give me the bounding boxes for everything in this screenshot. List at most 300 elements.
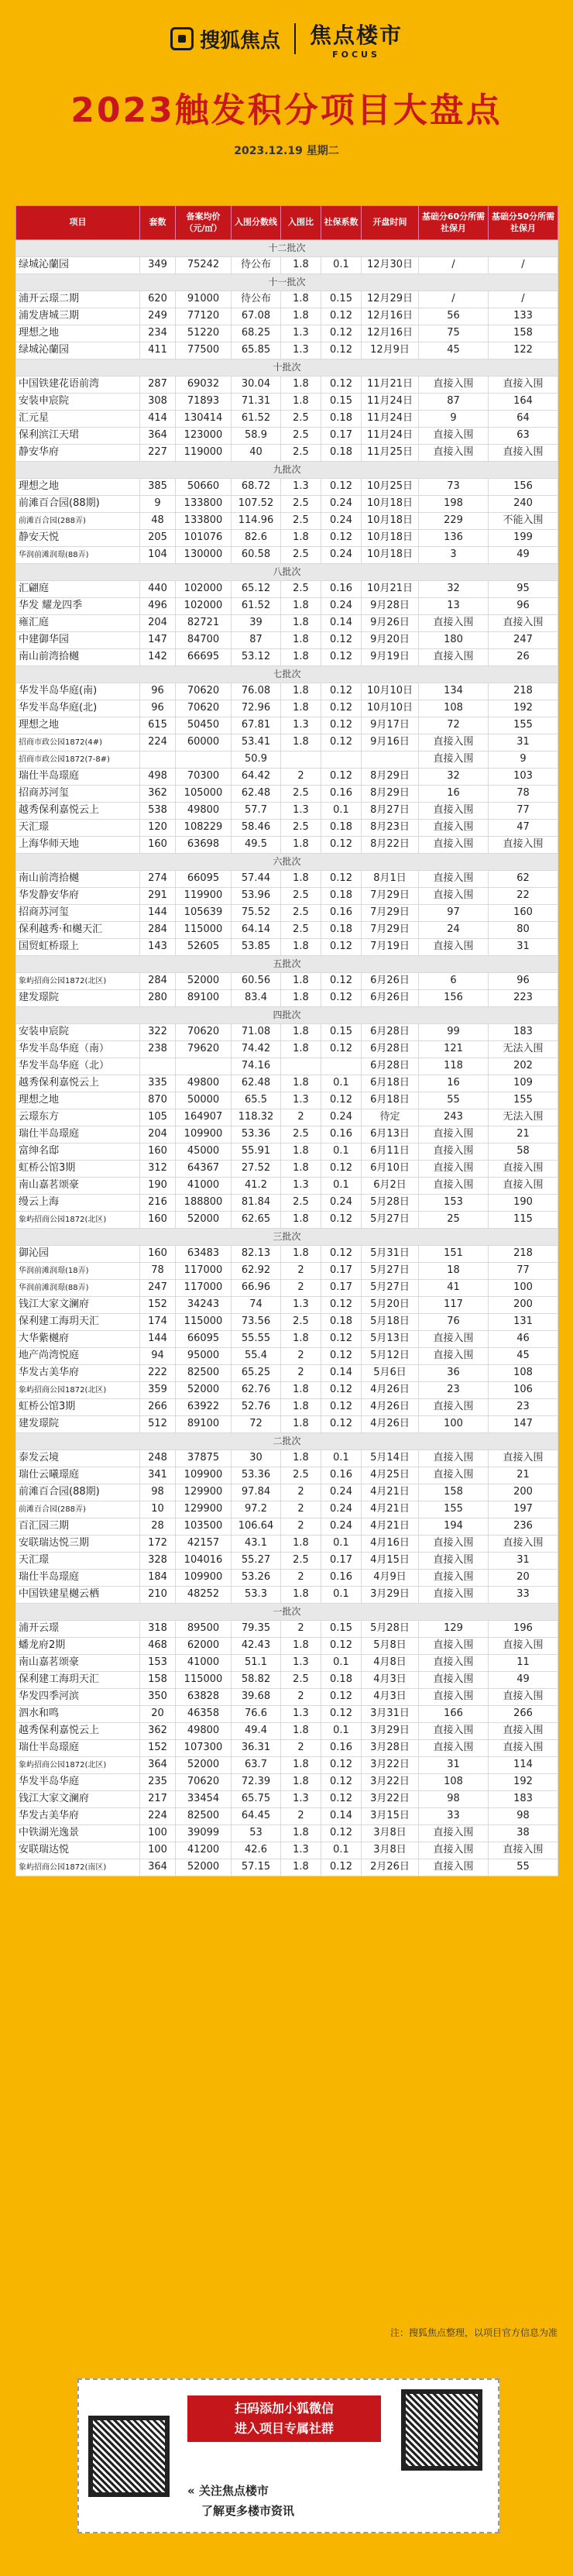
table-cell: 196 [489, 1621, 558, 1638]
table-cell: 0.12 [321, 939, 362, 956]
project-name-cell: 泰发云境 [16, 1450, 140, 1467]
table-cell: 23 [419, 1382, 489, 1399]
table-cell: 0.17 [321, 1263, 362, 1280]
table-cell: 5月28日 [362, 1621, 419, 1638]
footnote: 注：搜狐焦点整理，以项目官方信息为准 [389, 2327, 558, 2338]
table-cell: 2 [281, 1808, 321, 1825]
table-cell: 12月16日 [362, 308, 419, 325]
table-cell: 72 [419, 717, 489, 734]
table-cell: 5月13日 [362, 1331, 419, 1348]
table-cell: 0.15 [321, 291, 362, 308]
table-cell: 0.12 [321, 1041, 362, 1058]
table-cell: 224 [140, 1808, 176, 1825]
table-cell: 1.3 [281, 717, 321, 734]
table-cell: 60.58 [232, 547, 281, 564]
table-cell [362, 751, 419, 769]
table-cell: 55.4 [232, 1348, 281, 1365]
table-cell: 20 [140, 1706, 176, 1723]
table-cell: 7月29日 [362, 888, 419, 905]
project-name-cell: 安联瑞达悦三期 [16, 1536, 140, 1553]
table-cell: 2 [281, 1501, 321, 1518]
project-name-cell: 理想之地 [16, 479, 140, 496]
table-cell: 266 [489, 1706, 558, 1723]
project-name-cell: 华润前滩润璟(88弄) [16, 1280, 140, 1297]
table-cell: 直接入围 [419, 939, 489, 956]
table-cell: 496 [140, 598, 176, 615]
table-cell: 81.84 [232, 1195, 281, 1212]
table-cell: 53 [232, 1825, 281, 1842]
table-cell: 121 [419, 1041, 489, 1058]
table-cell: 160 [140, 1144, 176, 1161]
table-row [16, 1706, 558, 1723]
table-cell: 70620 [176, 1774, 232, 1791]
table-cell: 49 [489, 547, 558, 564]
table-cell: 62.48 [232, 786, 281, 803]
table-cell: 188800 [176, 1195, 232, 1212]
table-cell: 6月28日 [362, 1024, 419, 1041]
table-cell: 5月31日 [362, 1246, 419, 1263]
table-cell: 67.08 [232, 308, 281, 325]
project-name-cell: 建发璟院 [16, 990, 140, 1007]
batch-label: 二批次 [16, 1433, 558, 1450]
project-name-cell: 钱江大家文澜府 [16, 1791, 140, 1808]
table-cell: 223 [489, 990, 558, 1007]
table-row [16, 377, 558, 394]
table-cell: 95000 [176, 1348, 232, 1365]
table-cell: 1.3 [281, 479, 321, 496]
table-row [16, 411, 558, 428]
project-name-cell: 理想之地 [16, 1092, 140, 1109]
project-name-cell: 华发古美华府 [16, 1365, 140, 1382]
table-cell: / [419, 257, 489, 274]
table-cell: 0.16 [321, 581, 362, 598]
table-row [16, 445, 558, 462]
table-cell: 直接入围 [419, 837, 489, 854]
table-cell: 7月29日 [362, 922, 419, 939]
table-row [16, 1365, 558, 1382]
scan-banner [187, 2395, 381, 2442]
table-cell: 102000 [176, 581, 232, 598]
column-header: 备案均价（元/㎡） [176, 206, 232, 240]
table-cell: 4月15日 [362, 1553, 419, 1570]
table-cell: 227 [140, 445, 176, 462]
table-row [16, 1689, 558, 1706]
table-cell: 1.8 [281, 1024, 321, 1041]
table-cell: 77120 [176, 308, 232, 325]
table-cell: 1.8 [281, 1041, 321, 1058]
table-cell: 2 [281, 1280, 321, 1297]
project-name-cell: 瑞仕半岛璟庭 [16, 1570, 140, 1587]
table-row [16, 1723, 558, 1740]
table-cell: 10月10日 [362, 683, 419, 700]
table-cell: 12月30日 [362, 257, 419, 274]
table-cell: 190 [489, 1195, 558, 1212]
table-cell: 1.8 [281, 257, 321, 274]
project-name-cell: 前滩百合园(288弄) [16, 1501, 140, 1518]
table-cell: 62.65 [232, 1212, 281, 1229]
table-cell: 49800 [176, 803, 232, 820]
divider [294, 23, 296, 54]
table-cell: 63828 [176, 1689, 232, 1706]
column-header: 项目 [16, 206, 140, 240]
table-cell [140, 751, 176, 769]
project-name-cell: 安装申宸院 [16, 394, 140, 411]
table-cell: 25 [419, 1212, 489, 1229]
table-cell: 82500 [176, 1808, 232, 1825]
table-cell: 75 [419, 325, 489, 342]
table-cell: 55.55 [232, 1331, 281, 1348]
table-cell: 70300 [176, 769, 232, 786]
table-cell: 64.45 [232, 1808, 281, 1825]
table-cell: 10月18日 [362, 513, 419, 530]
table-cell: 待公布 [232, 291, 281, 308]
table-cell: 64.14 [232, 922, 281, 939]
table-row [16, 683, 558, 700]
table-cell: 16 [419, 786, 489, 803]
project-name-cell: 建发璟院 [16, 1416, 140, 1433]
table-cell: 22 [489, 888, 558, 905]
table-cell: 39099 [176, 1825, 232, 1842]
table-cell: 27.52 [232, 1161, 281, 1178]
qr-code-follow[interactable] [84, 2411, 177, 2504]
scan-line-1: 扫码添加小狐微信 [234, 2401, 334, 2416]
table-cell: 235 [140, 1774, 176, 1791]
table-cell: 无法入围 [489, 1109, 558, 1126]
project-name-cell: 浦发唐城三期 [16, 308, 140, 325]
project-name-cell: 招商市政公园1872(4#) [16, 734, 140, 751]
table-cell: 6月11日 [362, 1144, 419, 1161]
table-cell: 5月8日 [362, 1638, 419, 1655]
table-cell: 108 [419, 700, 489, 717]
table-cell: 1.8 [281, 1450, 321, 1467]
table-cell: 74 [232, 1297, 281, 1314]
table-cell: 1.8 [281, 1723, 321, 1740]
table-cell: 0.12 [321, 1774, 362, 1791]
table-cell: 359 [140, 1382, 176, 1399]
table-cell: 72.39 [232, 1774, 281, 1791]
table-cell: 53.3 [232, 1587, 281, 1604]
table-cell: 106 [489, 1382, 558, 1399]
table-cell: 133800 [176, 496, 232, 513]
project-name-cell: 象屿招商公园1872(北区) [16, 1757, 140, 1774]
table-cell: 160 [140, 1246, 176, 1263]
table-row [16, 513, 558, 530]
table-cell: 5月27日 [362, 1263, 419, 1280]
table-cell: 52000 [176, 973, 232, 990]
table-cell: 3月8日 [362, 1825, 419, 1842]
column-header: 入围比 [281, 206, 321, 240]
table-cell: 9月26日 [362, 615, 419, 632]
table-cell: 2.5 [281, 1314, 321, 1331]
table-cell: 1.3 [281, 1842, 321, 1859]
table-cell: 147 [140, 632, 176, 649]
table-cell: 76.6 [232, 1706, 281, 1723]
project-name-cell: 中铁湖光逸景 [16, 1825, 140, 1842]
table-row [16, 1331, 558, 1348]
table-row [16, 1859, 558, 1876]
table-cell: 0.1 [321, 1178, 362, 1195]
table-cell: 6月26日 [362, 990, 419, 1007]
table-cell: 46 [489, 1331, 558, 1348]
table-cell: 56 [419, 308, 489, 325]
table-cell: 直接入围 [419, 820, 489, 837]
qr-panel [77, 2378, 499, 2533]
table-cell: 70620 [176, 1024, 232, 1041]
follow-line-2: 了解更多楼市资讯 [201, 2504, 295, 2518]
table-cell: 0.24 [321, 496, 362, 513]
table-cell: 78 [140, 1263, 176, 1280]
table-row [16, 1126, 558, 1144]
table-cell: 63483 [176, 1246, 232, 1263]
table-cell: 102000 [176, 598, 232, 615]
table-cell: 2 [281, 1518, 321, 1536]
table-cell: 66095 [176, 1331, 232, 1348]
table-cell: 63922 [176, 1399, 232, 1416]
table-cell: 0.12 [321, 649, 362, 666]
table-cell: 117000 [176, 1280, 232, 1297]
table-cell: 53.36 [232, 1126, 281, 1144]
table-cell: 57.15 [232, 1859, 281, 1876]
table-cell: 144 [140, 905, 176, 922]
table-cell: 30.04 [232, 377, 281, 394]
project-name-cell: 保利建工海玥天汇 [16, 1314, 140, 1331]
table-header-row [16, 206, 558, 240]
table-cell: 217 [140, 1791, 176, 1808]
batch-label: 五批次 [16, 956, 558, 973]
project-name-cell: 前滩百合园(288弄) [16, 513, 140, 530]
table-cell: 1.3 [281, 803, 321, 820]
table-cell: 6月18日 [362, 1092, 419, 1109]
table-row [16, 700, 558, 717]
table-cell: 直接入围 [489, 1638, 558, 1655]
table-cell: 45000 [176, 1144, 232, 1161]
table-cell [321, 751, 362, 769]
table-cell: 280 [140, 990, 176, 1007]
table-row [16, 1774, 558, 1791]
project-name-cell: 天汇璟 [16, 1553, 140, 1570]
table-cell: 0.16 [321, 905, 362, 922]
project-name-cell: 招商苏河玺 [16, 905, 140, 922]
table-cell: 247 [140, 1280, 176, 1297]
table-cell: 142 [140, 649, 176, 666]
column-header: 开盘时间 [362, 206, 419, 240]
table-cell: 117000 [176, 1263, 232, 1280]
table-cell: 0.12 [321, 1382, 362, 1399]
qr-code-wechat[interactable] [396, 2385, 489, 2478]
table-cell: 87 [419, 394, 489, 411]
table-cell: 26 [489, 649, 558, 666]
table-cell: 0.12 [321, 1859, 362, 1876]
table-cell: 直接入围 [489, 1689, 558, 1706]
table-cell: 49 [489, 1672, 558, 1689]
project-name-cell: 大华紫樾府 [16, 1331, 140, 1348]
table-cell: 41000 [176, 1655, 232, 1672]
table-row [16, 1399, 558, 1416]
table-row [16, 769, 558, 786]
table-cell: 47 [489, 820, 558, 837]
batch-row [16, 1604, 558, 1621]
table-cell: 63 [489, 428, 558, 445]
table-cell: 318 [140, 1621, 176, 1638]
table-cell: 0.18 [321, 888, 362, 905]
table-cell: 45 [489, 1348, 558, 1365]
table-cell: 190 [140, 1178, 176, 1195]
table-cell: 直接入围 [419, 1331, 489, 1348]
batch-label: 六批次 [16, 854, 558, 871]
table-row [16, 1297, 558, 1314]
table-row [16, 871, 558, 888]
qr-code-icon [88, 2416, 170, 2497]
table-cell: 362 [140, 786, 176, 803]
table-cell: 69032 [176, 377, 232, 394]
table-cell: 65.5 [232, 1092, 281, 1109]
table-cell: 直接入围 [419, 615, 489, 632]
table-cell [321, 1058, 362, 1075]
table-cell: 0.12 [321, 325, 362, 342]
table-cell: 0.12 [321, 700, 362, 717]
project-name-cell: 前滩百合园(88期) [16, 1484, 140, 1501]
table-cell: 156 [419, 990, 489, 1007]
column-header: 入围分数线 [232, 206, 281, 240]
table-cell: 0.12 [321, 1161, 362, 1178]
table-row [16, 1195, 558, 1212]
table-cell: 24 [419, 922, 489, 939]
table-cell: 0.1 [321, 1723, 362, 1740]
table-cell: 直接入围 [489, 1740, 558, 1757]
table-cell: 97 [419, 905, 489, 922]
table-cell: 156 [489, 479, 558, 496]
table-cell: 284 [140, 922, 176, 939]
table-cell: 1.8 [281, 1382, 321, 1399]
table-cell: 20 [489, 1570, 558, 1587]
table-cell: 直接入围 [419, 1126, 489, 1144]
table-row [16, 803, 558, 820]
table-cell: 61.52 [232, 598, 281, 615]
table-cell: 0.12 [321, 1212, 362, 1229]
table-cell: 91000 [176, 291, 232, 308]
table-cell: 200 [489, 1297, 558, 1314]
table-cell: 1.8 [281, 1399, 321, 1416]
table-row [16, 1757, 558, 1774]
table-cell: 0.12 [321, 308, 362, 325]
table-cell: 105 [140, 1109, 176, 1126]
table-cell: 10月18日 [362, 496, 419, 513]
table-cell: 1.8 [281, 1246, 321, 1263]
table-cell: 109900 [176, 1126, 232, 1144]
follow-line-1: « 关注焦点楼市 [187, 2484, 269, 2498]
table-row [16, 734, 558, 751]
table-row [16, 257, 558, 274]
project-name-cell: 天汇璟 [16, 820, 140, 837]
table-cell: 194 [419, 1518, 489, 1536]
project-name-cell: 前滩百合园(88期) [16, 496, 140, 513]
table-cell: 89500 [176, 1621, 232, 1638]
table-cell: 0.1 [321, 1144, 362, 1161]
table-row [16, 530, 558, 547]
table-cell: 7月29日 [362, 905, 419, 922]
table-cell: 31 [419, 1757, 489, 1774]
table-cell: 79.35 [232, 1621, 281, 1638]
table-cell: 0.1 [321, 1536, 362, 1553]
table-cell: 1.8 [281, 1075, 321, 1092]
table-cell: 2.5 [281, 496, 321, 513]
table-cell: 45 [419, 342, 489, 359]
table-cell: 130414 [176, 411, 232, 428]
table-row [16, 479, 558, 496]
table-cell: 0.14 [321, 1365, 362, 1382]
table-cell: 152 [140, 1297, 176, 1314]
table-cell: 0.14 [321, 1808, 362, 1825]
table-cell: 160 [489, 905, 558, 922]
table-row [16, 1808, 558, 1825]
table-cell: 78 [489, 786, 558, 803]
table-body [16, 240, 558, 1876]
project-name-cell: 华润前滩润璟(88弄) [16, 547, 140, 564]
table-cell: 10月21日 [362, 581, 419, 598]
table-cell: 11月21日 [362, 377, 419, 394]
table-cell: 0.12 [321, 1416, 362, 1433]
table-cell: 0.24 [321, 547, 362, 564]
table-cell: 2.5 [281, 581, 321, 598]
table-cell: 60000 [176, 734, 232, 751]
table-cell: 33 [489, 1587, 558, 1604]
table-cell: 1.8 [281, 649, 321, 666]
table-cell: 0.1 [321, 1842, 362, 1859]
project-name-cell: 泗水和鸣 [16, 1706, 140, 1723]
table-cell: 218 [489, 683, 558, 700]
table-cell: 直接入围 [419, 649, 489, 666]
bottom-panel [0, 2355, 573, 2576]
batch-label: 七批次 [16, 666, 558, 683]
table-cell: 49800 [176, 1075, 232, 1092]
table-cell: 0.12 [321, 1638, 362, 1655]
table-cell: 52000 [176, 1757, 232, 1774]
table-row [16, 751, 558, 769]
table-cell: 0.12 [321, 632, 362, 649]
table-cell: 115000 [176, 922, 232, 939]
project-name-cell: 钱江大家文澜府 [16, 1297, 140, 1314]
table-row [16, 1058, 558, 1075]
table-cell: 3月22日 [362, 1791, 419, 1808]
table-cell: 153 [419, 1195, 489, 1212]
table-row [16, 1484, 558, 1501]
table-cell: 49.4 [232, 1723, 281, 1740]
table-cell: 61.52 [232, 411, 281, 428]
batch-row [16, 1007, 558, 1024]
table-cell: 5月18日 [362, 1314, 419, 1331]
table-cell: 1.8 [281, 1825, 321, 1842]
table-cell: 247 [489, 632, 558, 649]
table-row [16, 1109, 558, 1126]
project-name-cell: 虹桥公馆3期 [16, 1161, 140, 1178]
table-cell: 直接入围 [489, 1842, 558, 1859]
table-cell: 3月22日 [362, 1774, 419, 1791]
table-cell: 2 [281, 1484, 321, 1501]
table-cell: 2.5 [281, 1126, 321, 1144]
table-cell: 5月14日 [362, 1450, 419, 1467]
table-cell: 48 [140, 513, 176, 530]
table-cell: 158 [489, 325, 558, 342]
table-row [16, 1348, 558, 1365]
table-cell: 308 [140, 394, 176, 411]
table-cell: 72 [232, 1416, 281, 1433]
table-cell: 32 [419, 581, 489, 598]
project-name-cell: 南山嘉茗颂豪 [16, 1178, 140, 1195]
table-cell: 5月6日 [362, 1365, 419, 1382]
table-cell: 55.27 [232, 1553, 281, 1570]
table-cell: 1.3 [281, 342, 321, 359]
table-cell: 0.16 [321, 1126, 362, 1144]
